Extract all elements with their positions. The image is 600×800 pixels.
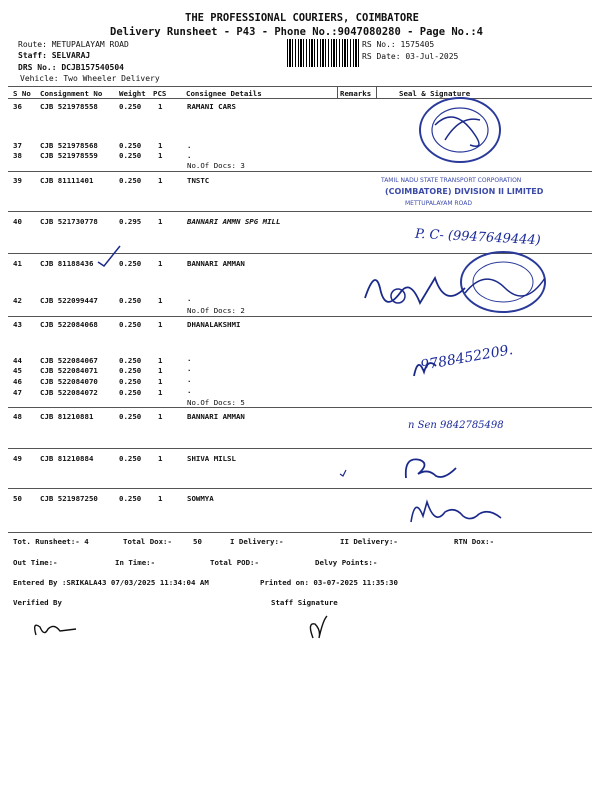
row-sno: 38	[13, 151, 22, 160]
row-pcs: 1	[158, 377, 163, 386]
row-sno: 39	[13, 176, 22, 185]
signature-50	[405, 492, 505, 532]
row-sno: 37	[13, 141, 22, 150]
handwritten-phone-2: 9788452209.	[419, 342, 515, 374]
row-consignee: BANNARI AMMAN	[187, 259, 245, 268]
row-consignment: CJB 81210881	[40, 412, 94, 421]
row-consignment: CJB 522084071	[40, 366, 98, 375]
row-consignment: CJB 522084072	[40, 388, 98, 397]
row-pcs: 1	[158, 102, 163, 111]
stamp-seal-ramani	[415, 95, 505, 165]
row-weight: 0.250	[119, 259, 142, 268]
delvy-points: Delvy Points:-	[315, 558, 378, 567]
row-consignee: .	[187, 354, 192, 363]
route: Route: METUPALAYAM ROAD	[18, 40, 129, 49]
row-sno: 41	[13, 259, 22, 268]
row-consignment: CJB 521978568	[40, 141, 98, 150]
row-sno: 43	[13, 320, 22, 329]
row-weight: 0.250	[119, 388, 142, 397]
row-consignee: BANNARI AMMAN	[187, 412, 245, 421]
row-consignee: .	[187, 375, 192, 384]
row-pcs: 1	[158, 320, 163, 329]
row-pcs: 1	[158, 356, 163, 365]
row-consignment: CJB 81188436	[40, 259, 94, 268]
rtn-dox: RTN Dox:-	[454, 537, 495, 546]
verified-by-label: Verified By	[13, 598, 62, 607]
row-consignee: .	[187, 141, 192, 150]
col-remarks: Remarks	[340, 89, 372, 98]
col-seal-signature: Seal & Signature	[399, 89, 471, 98]
staff: Staff: SELVARAJ	[18, 51, 91, 60]
row-consignment: CJB 522084067	[40, 356, 98, 365]
vehicle: Vehicle: Two Wheeler Delivery	[20, 74, 160, 83]
staff-signature	[305, 612, 335, 642]
row-sno: 47	[13, 388, 22, 397]
row-pcs: 1	[158, 388, 163, 397]
company-name: THE PROFESSIONAL COURIERS, COIMBATORE	[185, 12, 419, 24]
ii-delivery: II Delivery:-	[340, 537, 398, 546]
row-weight: 0.250	[119, 366, 142, 375]
row-consignee: TNSTC	[187, 176, 210, 185]
col-consignment: Consignment No	[40, 89, 103, 98]
row-consignee: SHIVA MILSL	[187, 454, 236, 463]
row-weight: 0.250	[119, 141, 142, 150]
entered-by: Entered By :SRIKALA43 07/03/2025 11:34:04 AM	[13, 578, 209, 587]
stamp-tnstc-line2: (COIMBATORE) DIVISION II LIMITED	[385, 187, 544, 196]
verified-signature	[30, 615, 80, 643]
row-pcs: 1	[158, 494, 163, 503]
row-consignment: CJB 521730778	[40, 217, 98, 226]
barcode	[287, 39, 359, 67]
col-consignee: Consignee Details	[186, 89, 262, 98]
rs-number: RS No.: 1575405	[362, 40, 435, 49]
row-sno: 36	[13, 102, 22, 111]
row-consignee: .	[187, 294, 192, 303]
row-consignee: RAMANI CARS	[187, 102, 236, 111]
row-weight: 0.250	[119, 151, 142, 160]
row-sno: 50	[13, 494, 22, 503]
tick-mark	[96, 244, 122, 268]
handwritten-phone-3: n Sen 9842785498	[408, 420, 504, 431]
row-weight: 0.250	[119, 412, 142, 421]
in-time: In Time:-	[115, 558, 156, 567]
row-pcs: 1	[158, 296, 163, 305]
row-sno: 45	[13, 366, 22, 375]
row-consignment: CJB 81111401	[40, 176, 94, 185]
row-consignee: DHANALAKSHMI	[187, 320, 241, 329]
tot-runsheet: Tot. Runsheet:- 4	[13, 537, 89, 546]
total-pod: Total POD:-	[210, 558, 259, 567]
printed-on: Printed on: 03-07-2025 11:35:30	[260, 578, 398, 587]
tick-mark	[338, 468, 348, 478]
row-pcs: 1	[158, 151, 163, 160]
row-pcs: 1	[158, 366, 163, 375]
docs-count: No.Of Docs: 3	[187, 161, 245, 170]
signature-43	[410, 352, 440, 382]
row-weight: 0.250	[119, 454, 142, 463]
row-pcs: 1	[158, 259, 163, 268]
row-consignee: BANNARI AMMN SPG MILL	[187, 217, 281, 226]
total-dox-value: 50	[193, 537, 202, 546]
row-consignment: CJB 81210884	[40, 454, 94, 463]
row-pcs: 1	[158, 217, 163, 226]
row-consignment: CJB 522099447	[40, 296, 98, 305]
staff-signature-label: Staff Signature	[271, 598, 338, 607]
row-sno: 46	[13, 377, 22, 386]
row-pcs: 1	[158, 412, 163, 421]
row-consignment: CJB 521978558	[40, 102, 98, 111]
row-consignment: CJB 521978559	[40, 151, 98, 160]
row-consignment: CJB 521987250	[40, 494, 98, 503]
row-sno: 42	[13, 296, 22, 305]
row-sno: 44	[13, 356, 22, 365]
row-pcs: 1	[158, 176, 163, 185]
total-dox-label: Total Dox:-	[123, 537, 172, 546]
drs-number: DRS No.: DCJB157540504	[18, 63, 124, 72]
stamp-tnstc	[375, 172, 565, 212]
docs-count: No.Of Docs: 5	[187, 398, 245, 407]
row-consignee: .	[187, 364, 192, 373]
stamp-tnstc-line3: METTUPALAYAM ROAD	[405, 200, 472, 207]
row-sno: 49	[13, 454, 22, 463]
row-consignment: CJB 522084070	[40, 377, 98, 386]
row-weight: 0.250	[119, 320, 142, 329]
row-weight: 0.250	[119, 494, 142, 503]
row-consignee: .	[187, 386, 192, 395]
col-weight: Weight	[119, 89, 146, 98]
row-weight: 0.295	[119, 217, 142, 226]
runsheet-title: Delivery Runsheet - P43 - Phone No.:9047080280 - Page No.:4	[110, 26, 483, 38]
row-pcs: 1	[158, 454, 163, 463]
row-sno: 48	[13, 412, 22, 421]
signature-41	[360, 258, 470, 320]
docs-count: No.Of Docs: 2	[187, 306, 245, 315]
row-consignee: .	[187, 151, 192, 160]
stamp-tnstc-line1: TAMIL NADU STATE TRANSPORT CORPORATION	[381, 177, 522, 184]
row-weight: 0.250	[119, 377, 142, 386]
out-time: Out Time:-	[13, 558, 58, 567]
rs-date: RS Date: 03-Jul-2025	[362, 52, 459, 61]
row-weight: 0.250	[119, 356, 142, 365]
i-delivery: I Delivery:-	[230, 537, 284, 546]
row-consignment: CJB 522084068	[40, 320, 98, 329]
row-weight: 0.250	[119, 176, 142, 185]
row-weight: 0.250	[119, 102, 142, 111]
signature-49	[400, 450, 460, 486]
row-pcs: 1	[158, 141, 163, 150]
row-consignee: SOWMYA	[187, 494, 214, 503]
row-sno: 40	[13, 217, 22, 226]
handwritten-phone-1: P. C- (9947649444)	[414, 226, 542, 249]
col-sno: S No	[13, 89, 31, 98]
row-weight: 0.250	[119, 296, 142, 305]
col-pcs: PCS	[153, 89, 167, 98]
